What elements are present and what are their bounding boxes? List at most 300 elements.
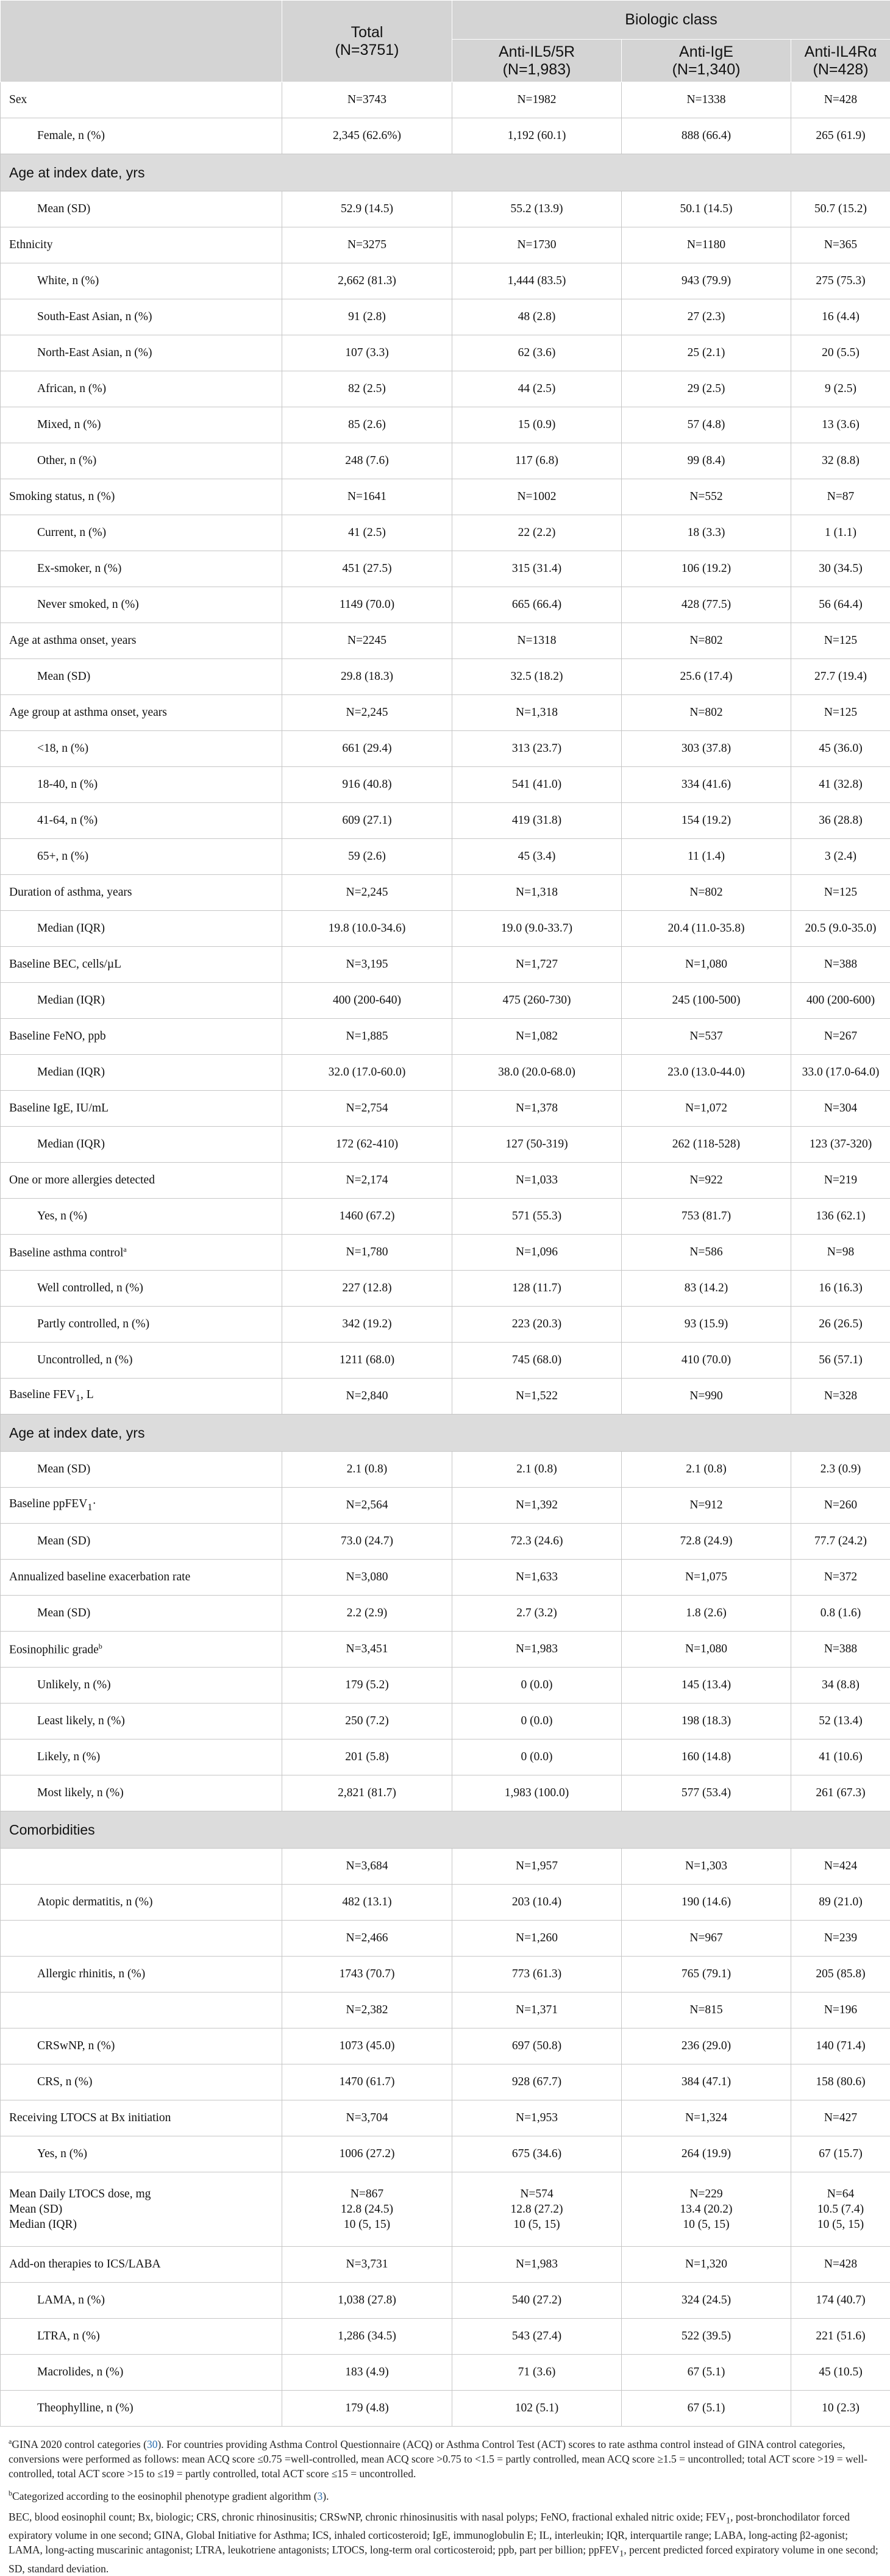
row-label-text: Mixed, n (%) <box>37 418 101 431</box>
table-cell: N=1,378 <box>452 1091 622 1127</box>
table-cell <box>282 2172 452 2247</box>
table-cell: 916 (40.8) <box>282 767 452 803</box>
table-cell: 57 (4.8) <box>622 407 791 443</box>
table-cell: 475 (260-730) <box>452 983 622 1019</box>
table-cell: N=922 <box>622 1163 791 1199</box>
table-cell: 13 (3.6) <box>791 407 890 443</box>
footnote-b-reference-link[interactable]: 3 <box>318 2490 323 2502</box>
table-cell: 203 (10.4) <box>452 1885 622 1921</box>
header-group-n: (N=1,340) <box>672 61 741 78</box>
section-header-label: Comorbidities <box>1 1811 890 1849</box>
table-cell: N=802 <box>622 623 791 659</box>
cell-line: 12.8 (27.2) <box>455 2202 619 2217</box>
row-label <box>1 1993 282 2028</box>
table-cell: 91 (2.8) <box>282 299 452 335</box>
row-label <box>1 839 282 875</box>
row-label <box>1 1127 282 1163</box>
table-cell: 1460 (67.2) <box>282 1199 452 1235</box>
table-cell: 26 (26.5) <box>791 1307 890 1343</box>
cell-line: N=64 <box>794 2186 888 2202</box>
row-label <box>1 263 282 299</box>
row-label <box>1 1704 282 1739</box>
row-label-text: Theophylline, n (%) <box>37 2402 134 2414</box>
row-label-text: Receiving LTOCS at Bx initiation <box>9 2111 171 2124</box>
row-label-text: Duration of asthma, years <box>9 886 132 899</box>
table-cell: 52.9 (14.5) <box>282 191 452 227</box>
table-cell: 943 (79.9) <box>622 263 791 299</box>
row-label-text: CRS, n (%) <box>37 2075 92 2088</box>
table-cell: 145 (13.4) <box>622 1668 791 1704</box>
table-row <box>1 118 890 154</box>
table-cell: 773 (61.3) <box>452 1957 622 1993</box>
table-cell: 32.0 (17.0-60.0) <box>282 1055 452 1091</box>
row-label <box>1 1055 282 1091</box>
table-cell: 609 (27.1) <box>282 803 452 839</box>
row-label-text: Partly controlled, n (%) <box>37 1318 149 1330</box>
table-cell: 183 (4.9) <box>282 2355 452 2391</box>
row-label <box>1 2136 282 2172</box>
table-cell <box>791 2172 890 2247</box>
table-cell: 19.0 (9.0-33.7) <box>452 911 622 947</box>
row-label-text: Baseline IgE, IU/mL <box>9 1102 109 1115</box>
table-cell: N=1,392 <box>452 1488 622 1524</box>
row-label <box>1 911 282 947</box>
table-cell: 745 (68.0) <box>452 1343 622 1379</box>
table-cell: N=3,731 <box>282 2247 452 2283</box>
cell-line: N=574 <box>455 2186 619 2202</box>
row-label-text: African, n (%) <box>37 382 106 395</box>
row-label <box>1 1271 282 1307</box>
table-cell: N=1,324 <box>622 2100 791 2136</box>
table-cell: 2,662 (81.3) <box>282 263 452 299</box>
table-cell: 540 (27.2) <box>452 2283 622 2319</box>
row-label-text: Median (IQR) <box>37 1066 105 1079</box>
table-cell: 160 (14.8) <box>622 1739 791 1775</box>
table-cell: 522 (39.5) <box>622 2319 791 2355</box>
table-cell: 9 (2.5) <box>791 371 890 407</box>
row-label <box>1 407 282 443</box>
abbreviations-text-3: , percent predicted forced expiratory volume in one second; SD, standard deviation. <box>9 2544 878 2575</box>
table-cell: 41 (32.8) <box>791 767 890 803</box>
table-cell: 77.7 (24.2) <box>791 1524 890 1560</box>
table-cell: 2.1 (0.8) <box>282 1452 452 1488</box>
table-cell: 25.6 (17.4) <box>622 659 791 695</box>
table-row <box>1 1271 890 1307</box>
table-row <box>1 2355 890 2391</box>
table-cell: 93 (15.9) <box>622 1307 791 1343</box>
table-row <box>1 1739 890 1775</box>
table-cell: 482 (13.1) <box>282 1885 452 1921</box>
table-cell: 0 (0.0) <box>452 1739 622 1775</box>
table-row-group <box>1 2247 890 2283</box>
table-cell: 30 (34.5) <box>791 551 890 587</box>
table-cell: 123 (37-320) <box>791 1127 890 1163</box>
table-cell: 265 (61.9) <box>791 118 890 154</box>
table-cell: 198 (18.3) <box>622 1704 791 1739</box>
table-cell: N=586 <box>622 1235 791 1271</box>
table-cell: 2.7 (3.2) <box>452 1596 622 1632</box>
table-row-group <box>1 947 890 983</box>
table-cell: 0.8 (1.6) <box>791 1596 890 1632</box>
table-row <box>1 191 890 227</box>
table-cell: 15 (0.9) <box>452 407 622 443</box>
cell-line: 10 (5, 15) <box>794 2217 888 2232</box>
row-label <box>1 947 282 983</box>
row-sublabel: Median (IQR) <box>9 2217 273 2232</box>
table-cell: 85 (2.6) <box>282 407 452 443</box>
table-cell: 72.3 (24.6) <box>452 1524 622 1560</box>
table-cell: N=1,522 <box>452 1379 622 1415</box>
row-label-text: Baseline ppFEV <box>9 1497 87 1510</box>
cell-line: 10.5 (7.4) <box>794 2202 888 2217</box>
cell-line: 10 (5, 15) <box>285 2217 449 2232</box>
footnote-a-marker: a <box>9 2437 12 2446</box>
row-label <box>1 227 282 263</box>
abbreviations-sub-2: 1 <box>619 2549 624 2559</box>
table-cell: 32.5 (18.2) <box>452 659 622 695</box>
table-cell: N=1338 <box>622 82 791 118</box>
table-cell: N=912 <box>622 1488 791 1524</box>
table-row <box>1 551 890 587</box>
footnotes <box>0 2427 890 2576</box>
section-header-row <box>1 1415 890 1452</box>
row-label-text: Ethnicity <box>9 238 53 251</box>
table-header <box>1 1 890 82</box>
table-cell: N=2,754 <box>282 1091 452 1127</box>
table-row <box>1 2028 890 2064</box>
table-cell: 2.3 (0.9) <box>791 1452 890 1488</box>
table-cell: 765 (79.1) <box>622 1957 791 1993</box>
table-row <box>1 1885 890 1921</box>
table-cell: 2.2 (2.9) <box>282 1596 452 1632</box>
row-label <box>1 1163 282 1199</box>
table-cell: 41 (10.6) <box>791 1739 890 1775</box>
footnote-b <box>9 2486 884 2503</box>
table-cell: N=1,096 <box>452 1235 622 1271</box>
row-label <box>1 2064 282 2100</box>
table-cell: 140 (71.4) <box>791 2028 890 2064</box>
table-cell: 541 (41.0) <box>452 767 622 803</box>
table-row-group <box>1 1560 890 1596</box>
table-cell: 334 (41.6) <box>622 767 791 803</box>
table-row <box>1 1704 890 1739</box>
row-label-text: Annualized baseline exacerbation rate <box>9 1571 190 1583</box>
row-label <box>1 118 282 154</box>
row-label <box>1 1379 282 1415</box>
table-cell: N=1,983 <box>452 1632 622 1668</box>
row-label-text: Baseline FEV <box>9 1388 76 1401</box>
cell-line: 10 (5, 15) <box>455 2217 619 2232</box>
table-cell: 2,345 (62.6%) <box>282 118 452 154</box>
row-label-subscript: 1 <box>87 1502 92 1513</box>
table-cell: 102 (5.1) <box>452 2391 622 2427</box>
table-cell: 0 (0.0) <box>452 1668 622 1704</box>
row-label <box>1 983 282 1019</box>
table-row-group <box>1 1091 890 1127</box>
cell-line: 10 (5, 15) <box>624 2217 788 2232</box>
table-cell: 19.8 (10.0-34.6) <box>282 911 452 947</box>
table-cell: 154 (19.2) <box>622 803 791 839</box>
row-label-text: Allergic rhinitis, n (%) <box>37 1968 145 1980</box>
table-cell: N=3743 <box>282 82 452 118</box>
table-row <box>1 2391 890 2427</box>
table-cell: N=2,174 <box>282 1163 452 1199</box>
table-cell: 48 (2.8) <box>452 299 622 335</box>
row-label <box>1 1957 282 1993</box>
table-cell: 236 (29.0) <box>622 2028 791 2064</box>
table-row <box>1 2136 890 2172</box>
table-row <box>1 1668 890 1704</box>
table-cell: N=2,245 <box>282 695 452 731</box>
footnote-a-reference-link[interactable]: 30 <box>147 2438 158 2450</box>
table-cell: 41 (2.5) <box>282 515 452 551</box>
table-cell: N=1,633 <box>452 1560 622 1596</box>
table-row-group <box>1 82 890 118</box>
row-label-text: Baseline asthma control <box>9 1246 123 1259</box>
footnote-a-text-start: GINA 2020 control categories ( <box>12 2438 147 2450</box>
row-label <box>1 1343 282 1379</box>
table-row-group <box>1 1488 890 1524</box>
row-label <box>1 1091 282 1127</box>
row-label-text: Mean (SD) <box>37 1463 90 1475</box>
table-cell: N=1,072 <box>622 1091 791 1127</box>
row-label <box>1 1849 282 1885</box>
row-label-text: LAMA, n (%) <box>37 2294 105 2307</box>
row-label-text: Baseline BEC, cells/µL <box>9 958 121 971</box>
table-cell: 1470 (61.7) <box>282 2064 452 2100</box>
table-cell: 128 (11.7) <box>452 1271 622 1307</box>
table-row <box>1 839 890 875</box>
row-label-text: Mean (SD) <box>37 1535 90 1547</box>
table-cell: N=2245 <box>282 623 452 659</box>
row-label <box>1 731 282 767</box>
row-label-text: Baseline FeNO, ppb <box>9 1030 106 1043</box>
table-cell: N=1,953 <box>452 2100 622 2136</box>
table-cell: 223 (20.3) <box>452 1307 622 1343</box>
table-cell: N=125 <box>791 695 890 731</box>
footnote-a-text-end: ). For countries providing Asthma Control Questionnaire (ACQ) or Asthma Control Test (ACT) scores to rate asthma control instead of GINA control categories, conversions were performed as follows: mean ACQ score ≤0.75 =well-controlled, mean ACQ score >0.75 to <1.5 = partly controlled, mean ACQ score ≥1.5 = uncontrolled; total ACT score >19 = well-controlled, total ACT score >15 to ≤19 = partly controlled, total ACT score ≤15 = uncontrolled. <box>9 2438 867 2480</box>
table-cell: 20.5 (9.0-35.0) <box>791 911 890 947</box>
table-cell: N=1,780 <box>282 1235 452 1271</box>
table-cell: N=1,983 <box>452 2247 622 2283</box>
table-cell: 888 (66.4) <box>622 118 791 154</box>
row-label <box>1 443 282 479</box>
table-row <box>1 299 890 335</box>
row-label-text: One or more allergies detected <box>9 1174 155 1186</box>
table-cell: 261 (67.3) <box>791 1775 890 1811</box>
table-cell: 400 (200-600) <box>791 983 890 1019</box>
table-row <box>1 803 890 839</box>
table-cell: N=87 <box>791 479 890 515</box>
table-cell: N=428 <box>791 2247 890 2283</box>
header-biologic-class: Biologic class <box>452 1 890 40</box>
table-cell: 419 (31.8) <box>452 803 622 839</box>
row-label-text: Yes, n (%) <box>37 2147 87 2160</box>
table-cell: N=2,466 <box>282 1921 452 1957</box>
table-cell: N=3,704 <box>282 2100 452 2136</box>
table-cell: 1,983 (100.0) <box>452 1775 622 1811</box>
table-row <box>1 983 890 1019</box>
row-label-text: Macrolides, n (%) <box>37 2366 123 2378</box>
row-label-text: Add-on therapies to ICS/LABA <box>9 2258 161 2271</box>
table-cell: 55.2 (13.9) <box>452 191 622 227</box>
table-cell: 99 (8.4) <box>622 443 791 479</box>
abbreviations <box>9 2510 884 2576</box>
table-row <box>1 2172 890 2247</box>
footnote-b-marker: b <box>9 2489 12 2497</box>
table-cell: 117 (6.8) <box>452 443 622 479</box>
table-row-group <box>1 1993 890 2028</box>
cell-line: N=867 <box>285 2186 449 2202</box>
table-cell: 106 (19.2) <box>622 551 791 587</box>
header-blank-cell <box>1 1 282 82</box>
table-cell: N=1002 <box>452 479 622 515</box>
table-cell: N=967 <box>622 1921 791 1957</box>
row-label-text: 65+, n (%) <box>37 850 88 863</box>
table-row-group <box>1 1849 890 1885</box>
row-label-text: South-East Asian, n (%) <box>37 310 152 323</box>
table-cell: 174 (40.7) <box>791 2283 890 2319</box>
table-cell: 1,286 (34.5) <box>282 2319 452 2355</box>
table-cell: 1 (1.1) <box>791 515 890 551</box>
row-label-text: Unlikely, n (%) <box>37 1679 111 1691</box>
table-row <box>1 1957 890 1993</box>
row-label <box>1 1668 282 1704</box>
table-cell: 543 (27.4) <box>452 2319 622 2355</box>
table-cell: 67 (5.1) <box>622 2391 791 2427</box>
footnote-b-text-end: ). <box>322 2490 329 2502</box>
row-label <box>1 875 282 911</box>
table-row-group <box>1 479 890 515</box>
row-label <box>1 1019 282 1055</box>
footnote-b-text-start: Categorized according to the eosinophil phenotype gradient algorithm ( <box>12 2490 318 2502</box>
table-cell: 410 (70.0) <box>622 1343 791 1379</box>
table-row <box>1 1775 890 1811</box>
table-row <box>1 2319 890 2355</box>
row-label <box>1 335 282 371</box>
table-row <box>1 371 890 407</box>
table-cell: N=1,318 <box>452 695 622 731</box>
row-label <box>1 1775 282 1811</box>
table-row-group <box>1 1163 890 1199</box>
table-cell: N=125 <box>791 623 890 659</box>
table-cell: 1006 (27.2) <box>282 2136 452 2172</box>
header-group-name: Anti-IL5/5R <box>499 43 575 60</box>
table-cell: 45 (10.5) <box>791 2355 890 2391</box>
table-cell: N=3,451 <box>282 1632 452 1668</box>
table-cell: N=1982 <box>452 82 622 118</box>
row-label-text: Eosinophilic grade <box>9 1643 99 1656</box>
table-cell: 675 (34.6) <box>452 2136 622 2172</box>
table-cell: N=1,885 <box>282 1019 452 1055</box>
row-label <box>1 803 282 839</box>
row-label-text: 41-64, n (%) <box>37 814 98 827</box>
row-label <box>1 1524 282 1560</box>
table-cell: 245 (100-500) <box>622 983 791 1019</box>
row-label <box>1 1560 282 1596</box>
table-row <box>1 911 890 947</box>
row-label-text: Ex-smoker, n (%) <box>37 562 121 575</box>
header-group-n: (N=1,983) <box>503 61 571 78</box>
abbreviations-sub-1: 1 <box>726 2516 730 2525</box>
table-cell: N=3,080 <box>282 1560 452 1596</box>
table-cell: 1,038 (27.8) <box>282 2283 452 2319</box>
row-label <box>1 587 282 623</box>
table-cell: N=304 <box>791 1091 890 1127</box>
table-row-group <box>1 227 890 263</box>
table-cell: 82 (2.5) <box>282 371 452 407</box>
header-total-label: Total <box>351 24 383 41</box>
table-cell: 571 (55.3) <box>452 1199 622 1235</box>
row-label-text: Well controlled, n (%) <box>37 1282 143 1294</box>
row-label-suffix: · <box>92 1497 96 1510</box>
table-cell: 50.1 (14.5) <box>622 191 791 227</box>
table-cell: 2.1 (0.8) <box>622 1452 791 1488</box>
table-cell <box>622 2172 791 2247</box>
table-row <box>1 1596 890 1632</box>
row-label <box>1 2319 282 2355</box>
table-cell: N=1,260 <box>452 1921 622 1957</box>
header-group <box>791 40 890 82</box>
row-label-text: Likely, n (%) <box>37 1750 100 1763</box>
header-group <box>452 40 622 82</box>
table-cell: 83 (14.2) <box>622 1271 791 1307</box>
table-cell: 45 (36.0) <box>791 731 890 767</box>
table-cell: N=388 <box>791 947 890 983</box>
table-row-group <box>1 1235 890 1271</box>
table-cell: N=1,303 <box>622 1849 791 1885</box>
table-cell: 158 (80.6) <box>791 2064 890 2100</box>
table-cell: 52 (13.4) <box>791 1704 890 1739</box>
row-label-text: Median (IQR) <box>37 922 105 935</box>
row-label-text: <18, n (%) <box>37 742 88 755</box>
table-body <box>1 82 890 2427</box>
table-cell: N=365 <box>791 227 890 263</box>
row-label <box>1 1307 282 1343</box>
header-total <box>282 1 452 82</box>
table-cell: 2,821 (81.7) <box>282 1775 452 1811</box>
footnote-marker: b <box>99 1642 102 1650</box>
table-cell: 27.7 (19.4) <box>791 659 890 695</box>
row-label <box>1 479 282 515</box>
table-cell: N=815 <box>622 1993 791 2028</box>
table-cell: N=990 <box>622 1379 791 1415</box>
table-cell: 1149 (70.0) <box>282 587 452 623</box>
row-label-text: Smoking status, n (%) <box>9 490 115 503</box>
row-label-text: Current, n (%) <box>37 526 106 539</box>
table-cell: N=1,727 <box>452 947 622 983</box>
table-cell: 221 (51.6) <box>791 2319 890 2355</box>
row-label <box>1 191 282 227</box>
row-label <box>1 2283 282 2319</box>
footnote-marker: a <box>123 1245 126 1254</box>
row-label-text: 18-40, n (%) <box>37 778 98 791</box>
table-cell: 928 (67.7) <box>452 2064 622 2100</box>
row-label <box>1 515 282 551</box>
table-row <box>1 767 890 803</box>
table-cell: 16 (4.4) <box>791 299 890 335</box>
row-sublabel: Mean (SD) <box>9 2202 273 2217</box>
row-label-text: Mean (SD) <box>37 202 90 215</box>
table-cell: N=537 <box>622 1019 791 1055</box>
row-label-text: Never smoked, n (%) <box>37 598 139 611</box>
table-cell: N=3,195 <box>282 947 452 983</box>
table-row <box>1 2064 890 2100</box>
table-cell: N=196 <box>791 1993 890 2028</box>
section-header-row <box>1 1811 890 1849</box>
table-cell: 127 (50-319) <box>452 1127 622 1163</box>
row-label-suffix: , L <box>80 1388 94 1401</box>
